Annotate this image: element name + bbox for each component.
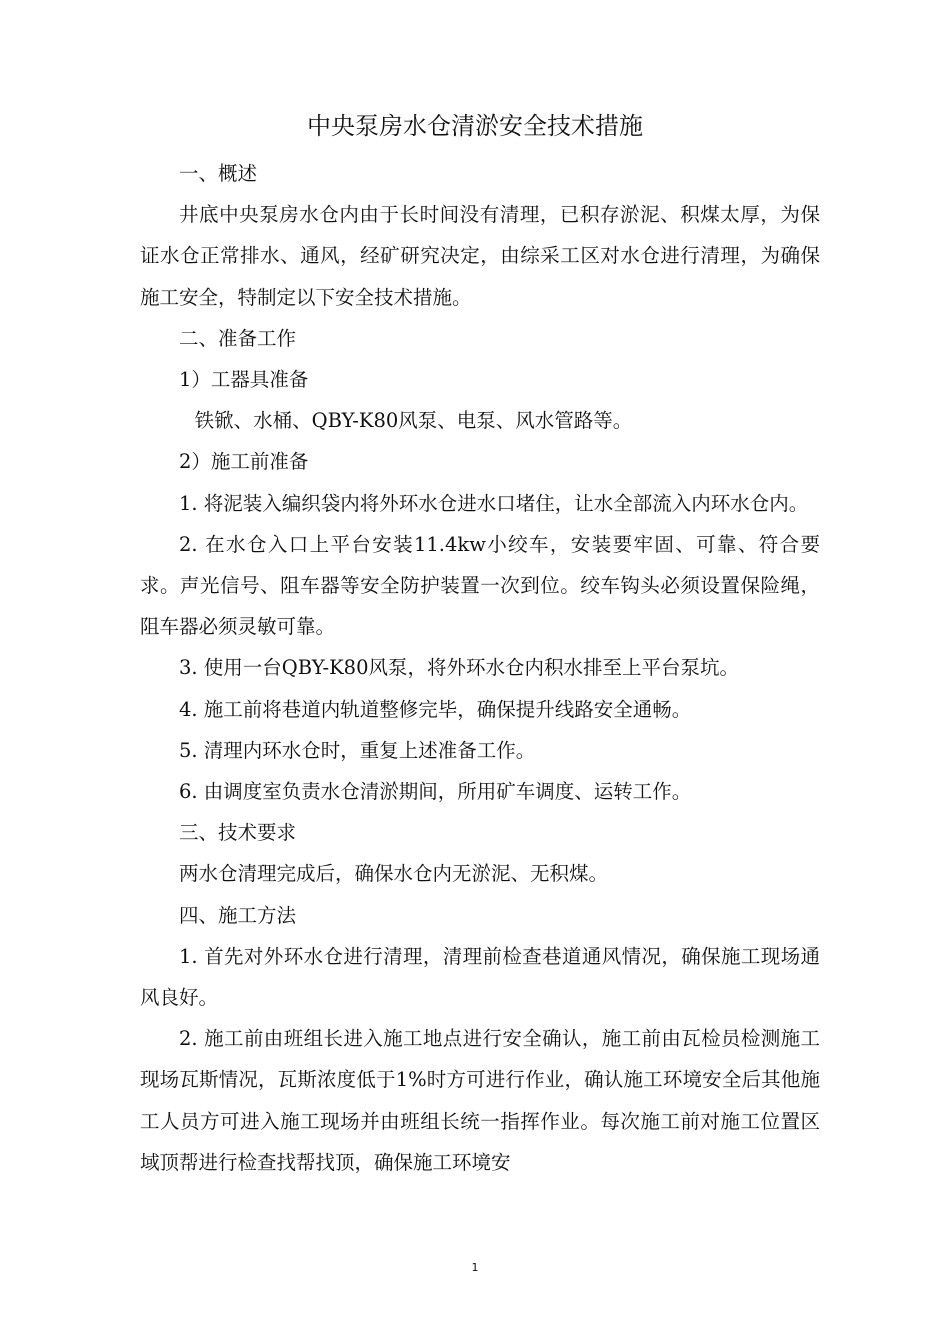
list-item: 5. 清理内环水仓时，重复上述准备工作。	[179, 738, 536, 762]
subheading-tools: 1）工器具准备	[179, 368, 309, 392]
subheading-pre-construction: 2）施工前准备	[179, 450, 309, 474]
paragraph-technical-requirements: 两水仓清理完成后，确保水仓内无淤泥、无积煤。	[179, 862, 609, 886]
list-item: 3. 使用一台QBY-K80风泵，将外环水仓内积水排至上平台泵坑。	[179, 656, 739, 680]
list-item: 2. 施工前由班组长进入施工地点进行安全确认，施工前由瓦检员检测施工现场瓦斯情况，瓦斯浓度低于1%时方可进行作业，确认施工环境安全后其他施工人员方可进入施工现场并由班组长统一指挥作业。每次施工前对施工位置区域顶帮进行检查找帮找顶，确保施工环境安	[140, 1027, 820, 1174]
document-body	[140, 153, 820, 1183]
section-heading-overview: 一、概述	[179, 162, 258, 185]
page-number: 1	[471, 1261, 479, 1274]
list-item: 1. 首先对外环水仓进行清理，清理前检查巷道通风情况，确保施工现场通风良好。	[140, 944, 820, 1010]
document-title: 中央泵房水仓清淤安全技术措施	[307, 112, 643, 140]
paragraph-tools: 铁锨、水桶、QBY-K80风泵、电泵、风水管路等。	[194, 409, 633, 433]
list-item: 2. 在水仓入口上平台安装11.4kw小绞车，安装要牢固、可靠、符合要求。声光信号、阻车器等安全防护装置一次到位。绞车钩头必须设置保险绳，阻车器必须灵敏可靠。	[140, 532, 820, 639]
paragraph-overview: 井底中央泵房水仓内由于长时间没有清理，已积存淤泥、积煤太厚，为保证水仓正常排水、通风，经矿研究决定，由综采工区对水仓进行清理，为确保施工安全，特制定以下安全技术措施。	[140, 203, 820, 309]
list-item: 6. 由调度室负责水仓清淤期间，所用矿车调度、运转工作。	[179, 780, 692, 804]
section-heading-technical-requirements: 三、技术要求	[179, 821, 297, 845]
section-heading-preparation: 二、准备工作	[179, 326, 297, 350]
list-item: 4. 施工前将巷道内轨道整修完毕，确保提升线路安全通畅。	[179, 697, 692, 721]
section-heading-construction-method: 四、施工方法	[179, 903, 297, 927]
list-item: 1. 将泥装入编织袋内将外环水仓进水口堵住，让水全部流入内环水仓内。	[179, 491, 809, 515]
